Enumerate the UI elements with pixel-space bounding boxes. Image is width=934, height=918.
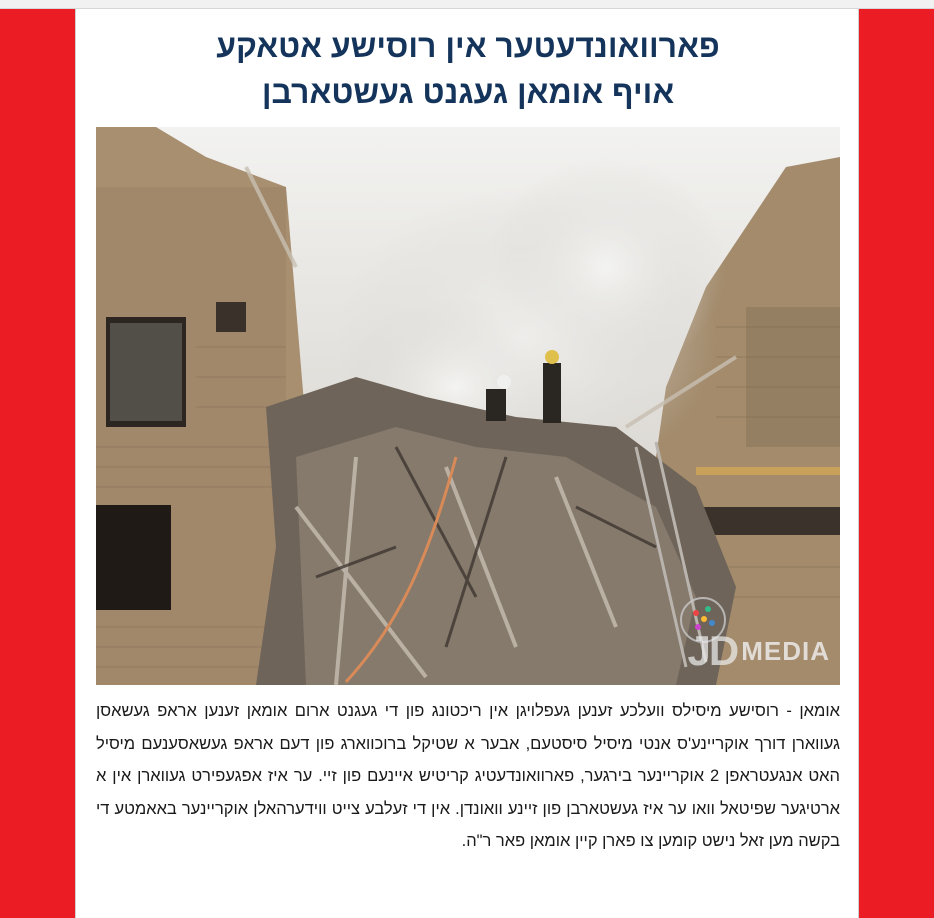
article-photo [96,127,840,685]
browser-top-strip [0,0,934,9]
headline-line-1: פארוואונדעטער אין רוסישע אטאקע [216,28,720,64]
media-watermark-logo [688,629,830,673]
article-card [75,9,859,918]
watermark-media-text: MEDIA [741,635,830,666]
watermark-jd-text: JD [687,627,738,674]
damaged-building-illustration [96,127,840,685]
headline-line-2: אויף אומאן געגנט געשטארבן [261,74,675,110]
article-body: אומאן - רוסישע מיסילס וועלכע זענען געפלויגן אין ריכטונג פון די געגנט ארום אומאן זענען אראפ געשאסן געווארן דורך אוקריינע'ס אנטי מיסיל סיסטעם, אבער א שטיקל ברוכווארג פון דעם אראפ געשאסענעם מיסיל האט אנגעטראפן 2 אוקריינער בירגער, פארוואונדעטיג קריטיש איינעם פון זיי. ער איז אפגעפירט געווארן אין א ארטיגער שפיטאל וואו ער איז געשטארבן פון זיינע וואונדן. אין די זעלבע צייט ווידערהאלן אוקריינער באאמטע די בקשה מען זאל נישט קומען צו פארן קיין אומאן פאר ר"ה. [96,702,840,850]
article-headline [96,23,840,115]
